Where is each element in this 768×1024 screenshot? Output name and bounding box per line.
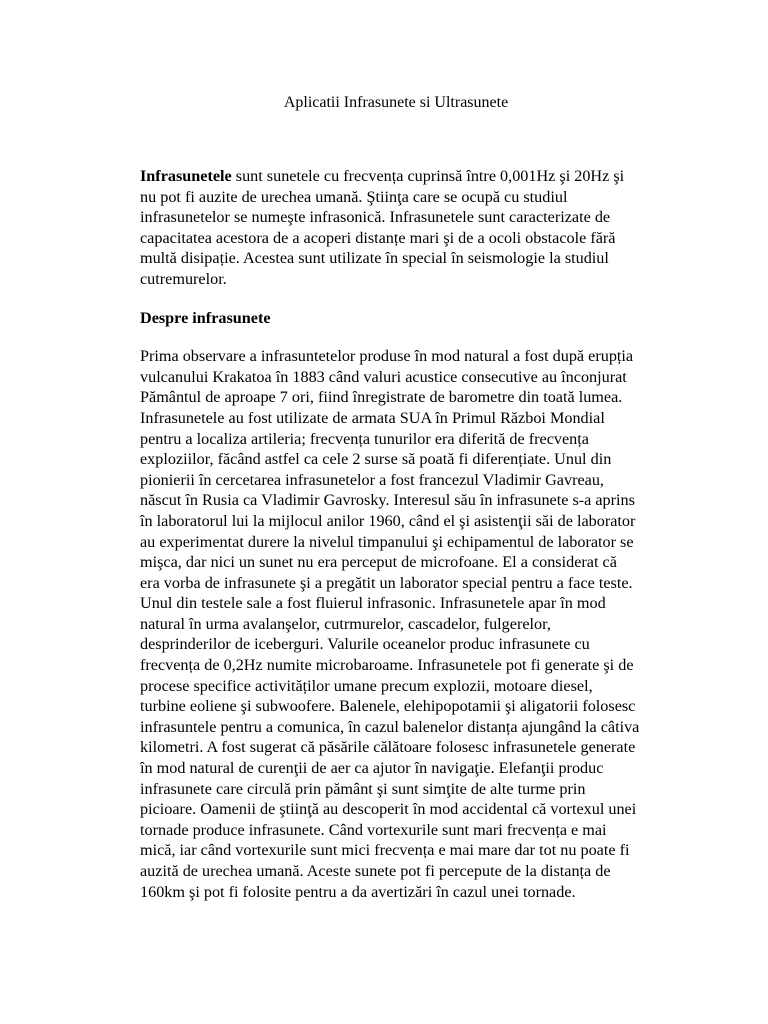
section-heading: Despre infrasunete (140, 308, 271, 327)
intro-lead-term: Infrasunetele (140, 167, 232, 185)
intro-paragraph (140, 166, 640, 290)
document-title: Aplicatii Infrasunete si Ultrasunete (283, 94, 509, 111)
intro-text: sunt sunetele cu frecvența cuprinsă între 0,001Hz şi 20Hz şi nu pot fi auzite de urechea umană. Ştiinţa care se ocupă cu studiul infrasunetelor se numeşte infrasonică. Infrasunetele sunt caracterizate de capacitatea acestora de a acoperi distanțe mari şi de a ocoli obstacole fără multă disipație. Acestea sunt utilizate în special în seismologie la studiul cutremurelor. (140, 167, 625, 288)
body-paragraph: Prima observare a infrasuntetelor produse în mod natural a fost după erupția vulcanului Krakatoa în 1883 când valuri acustice consecutive au înconjurat Pământul de aproape 7 ori, fiind înregistrate de barometre din toată lumea. Infrasunetele au fost utilizate de armata SUA în Primul Război Mondial pentru a localiza artileria; frecvența tunurilor era diferită de frecvența exploziilor, făcând astfel ca cele 2 surse să poată fi diferențiate. Unul din pionierii în cercetarea infrasunetelor a fost francezul Vladimir Gavreau, născut în Rusia ca Vladimir Gavrosky. Interesul său în infrasunete s-a aprins în laboratorul lui la mijlocul anilor 1960, când el şi asistenţii săi de laborator au experimentat durere la nivelul timpanului şi echipamentul de laborator se mişca, dar nici un sunet nu era perceput de microfoane. El a considerat că era vorba de infrasunete şi a pregătit un laborator special pentru a face teste. Unul din testele sale a fost fluierul infrasonic. Infrasunetele apar în mod natural în urma avalanşelor, cutrmurelor, cascadelor, fulgerelor, desprinderilor de iceberguri. Valurile oceanelor produc infrasunete cu frecvența de 0,2Hz numite microbaroame. Infrasunetele pot fi generate şi de procese specifice activităților umane precum explozii, motoare diesel, turbine eoliene şi subwoofere. Balenele, elehipopotamii şi aligatorii folosesc infrasuntele pentru a comunica, în cazul balenelor distanța ajungând la câtiva kilometri. A fost sugerat că păsările călătoare folosesc infrasunetele generate în mod natural de curenţii de aer ca ajutor în navigaţie. Elefanţii produc infrasunete care circulă prin pământ şi sunt simţite de alte turme prin picioare. Oamenii de ştiinţă au descoperit în mod accidental că vortexul unei tornade produce infrasunete. Când vortexurile sunt mari frecvența e mai mică, iar când vortexurile sunt mici frecvența e mai mare dar tot nu poate fi auzită de urechea umană. Aceste sunete pot fi percepute de la distanța de 160km şi pot fi folosite pentru a da avertizări în cazul unei tornade. (140, 347, 640, 901)
document-page (140, 0, 640, 902)
